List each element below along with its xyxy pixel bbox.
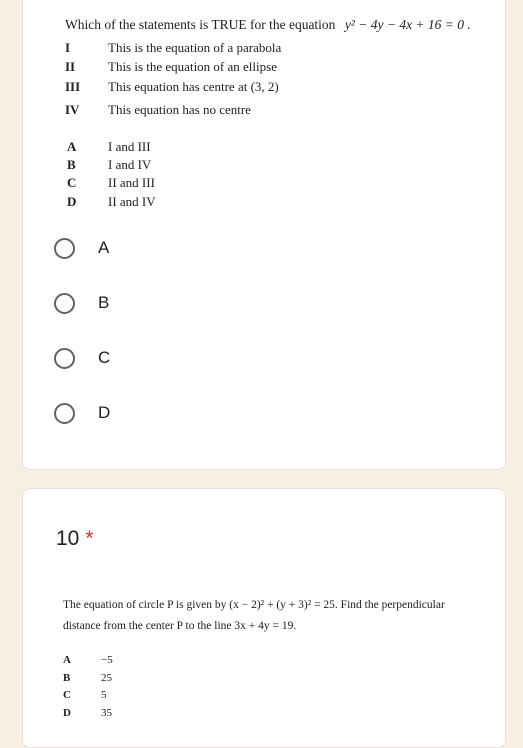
question-prompt bbox=[65, 17, 471, 33]
choice-text: II and IV bbox=[108, 194, 156, 209]
question-prompt-line-1: The equation of circle P is given by (x − 2)² + (y + 3)² = 25. Find the perpendicular bbox=[63, 599, 445, 611]
choice-letter: C bbox=[67, 175, 77, 190]
choice-text: I and III bbox=[108, 139, 151, 154]
radio-label[interactable]: B bbox=[98, 293, 110, 312]
question-equation: y² − 4y − 4x + 16 = 0 . bbox=[344, 17, 471, 32]
question-prompt-text: Which of the statements is TRUE for the equation bbox=[65, 17, 336, 32]
statement-number: III bbox=[65, 79, 81, 94]
choice-text: 5 bbox=[101, 689, 107, 701]
statement-number: IV bbox=[65, 102, 80, 117]
choice-text: II and III bbox=[108, 175, 155, 190]
statement-number: II bbox=[65, 59, 76, 74]
radio-circle-icon[interactable] bbox=[54, 238, 75, 259]
choice-letter: D bbox=[63, 707, 71, 719]
statement-number: I bbox=[65, 40, 71, 55]
choice-text: I and IV bbox=[108, 157, 152, 172]
question-prompt-line-2: distance from the center P to the line 3x + 4y = 19. bbox=[63, 620, 297, 632]
radio-option-c[interactable] bbox=[54, 344, 254, 372]
choice-letter: B bbox=[67, 157, 76, 172]
choice-letter: A bbox=[63, 654, 71, 666]
choice-letter: A bbox=[67, 139, 77, 154]
choice-letter: C bbox=[63, 689, 71, 701]
question-card-1 bbox=[22, 0, 506, 470]
required-asterisk: * bbox=[85, 527, 94, 550]
radio-circle-icon[interactable] bbox=[54, 403, 75, 424]
radio-option-d[interactable] bbox=[54, 399, 254, 427]
radio-option-b[interactable] bbox=[54, 289, 254, 317]
statement-text: This is the equation of a parabola bbox=[108, 40, 282, 55]
radio-label[interactable]: D bbox=[98, 403, 111, 422]
question-number: 10 bbox=[56, 527, 80, 550]
choice-letter: D bbox=[67, 194, 77, 209]
question-card-2 bbox=[22, 488, 506, 748]
choice-text: −5 bbox=[101, 654, 113, 666]
statement-text: This is the equation of an ellipse bbox=[108, 59, 277, 74]
statement-text: This equation has no centre bbox=[108, 102, 251, 117]
radio-label[interactable]: C bbox=[98, 348, 111, 367]
radio-option-a[interactable] bbox=[54, 234, 254, 262]
choice-text: 25 bbox=[101, 672, 112, 684]
choice-text: 35 bbox=[101, 707, 112, 719]
radio-circle-icon[interactable] bbox=[54, 293, 75, 314]
statement-text: This equation has centre at (3, 2) bbox=[108, 79, 279, 94]
choice-letter: B bbox=[63, 672, 71, 684]
question-title bbox=[56, 527, 94, 551]
radio-label[interactable]: A bbox=[98, 238, 110, 257]
radio-circle-icon[interactable] bbox=[54, 348, 75, 369]
